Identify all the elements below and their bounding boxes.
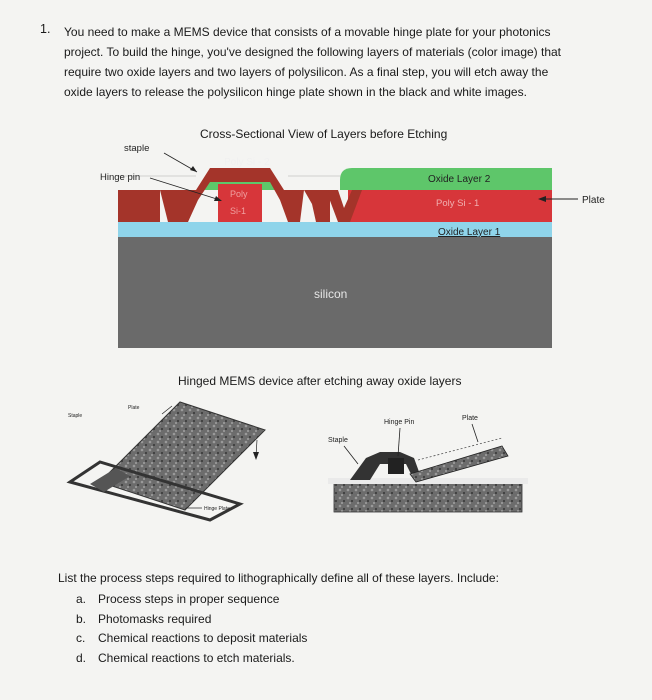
list-item [76,590,307,610]
list-item [76,610,307,630]
label-poly-si-1: Poly Si - 1 [436,198,480,209]
list-item-letter: a. [76,592,87,606]
label-plate: Plate [582,195,605,206]
intro-line: require two oxide layers and two layers of polysilicon. As a final step, you will etch away the [64,65,549,79]
label-poly-inner-1: Poly [230,189,248,199]
right-label-plate: Plate [462,415,478,422]
list-item-letter: b. [76,611,87,626]
intro-line: oxide layers to release the polysilicon hinge plate shown in the black and white images. [64,85,527,99]
label-oxide-1: Oxide Layer 1 [438,227,501,238]
label-poly-si-2: Poly Si - 2 [224,157,270,168]
label-silicon: silicon [314,287,348,301]
list-item-text: Process steps in proper sequence [98,592,280,606]
after-etching-title: Hinged MEMS device after etching away oxide layers [178,374,462,388]
cross-section-title: Cross-Sectional View of Layers before Etching [200,127,448,141]
label-hinge-pin: Hinge pin [100,172,141,183]
bw-plate [410,446,508,482]
hinge-section-image [322,400,532,520]
label-poly-inner-2: Si-1 [230,206,247,216]
right-label-staple: Staple [328,437,348,444]
hinge-perspective-image [60,392,300,522]
intro-line: You need to make a MEMS device that consists of a movable hinge plate for your photonics [64,25,551,39]
list-item-letter: d. [76,650,87,665]
left-label-plate: Plate [128,405,140,411]
label-staple: staple [124,143,150,154]
poly-si-2-right [304,190,330,222]
task-list [76,590,307,668]
list-item [76,629,307,649]
list-item-text: Photomasks required [98,611,212,626]
hinge-plate-shape [100,402,265,510]
bw-substrate [334,482,522,512]
question-number: 1. [40,22,51,36]
label-oxide-2: Oxide Layer 2 [428,174,491,185]
intro-line: project. To build the hinge, you've designed the following layers of materials (color image) that [64,45,562,59]
list-item [76,649,307,669]
right-label-hinge-pin: Hinge Pin [384,419,415,426]
list-item-text: Chemical reactions to deposit materials [98,631,308,646]
left-label-staple: Staple [68,413,83,419]
bw-hinge-pin [388,458,404,474]
list-item-text: Chemical reactions to etch materials. [98,650,295,665]
left-label-hinge-plate: Hinge Plate [204,506,230,512]
task-intro: List the process steps required to lithographically define all of these layers. Include: [58,571,499,585]
list-item-letter: c. [76,631,86,646]
poly-si-1-left [118,190,160,222]
